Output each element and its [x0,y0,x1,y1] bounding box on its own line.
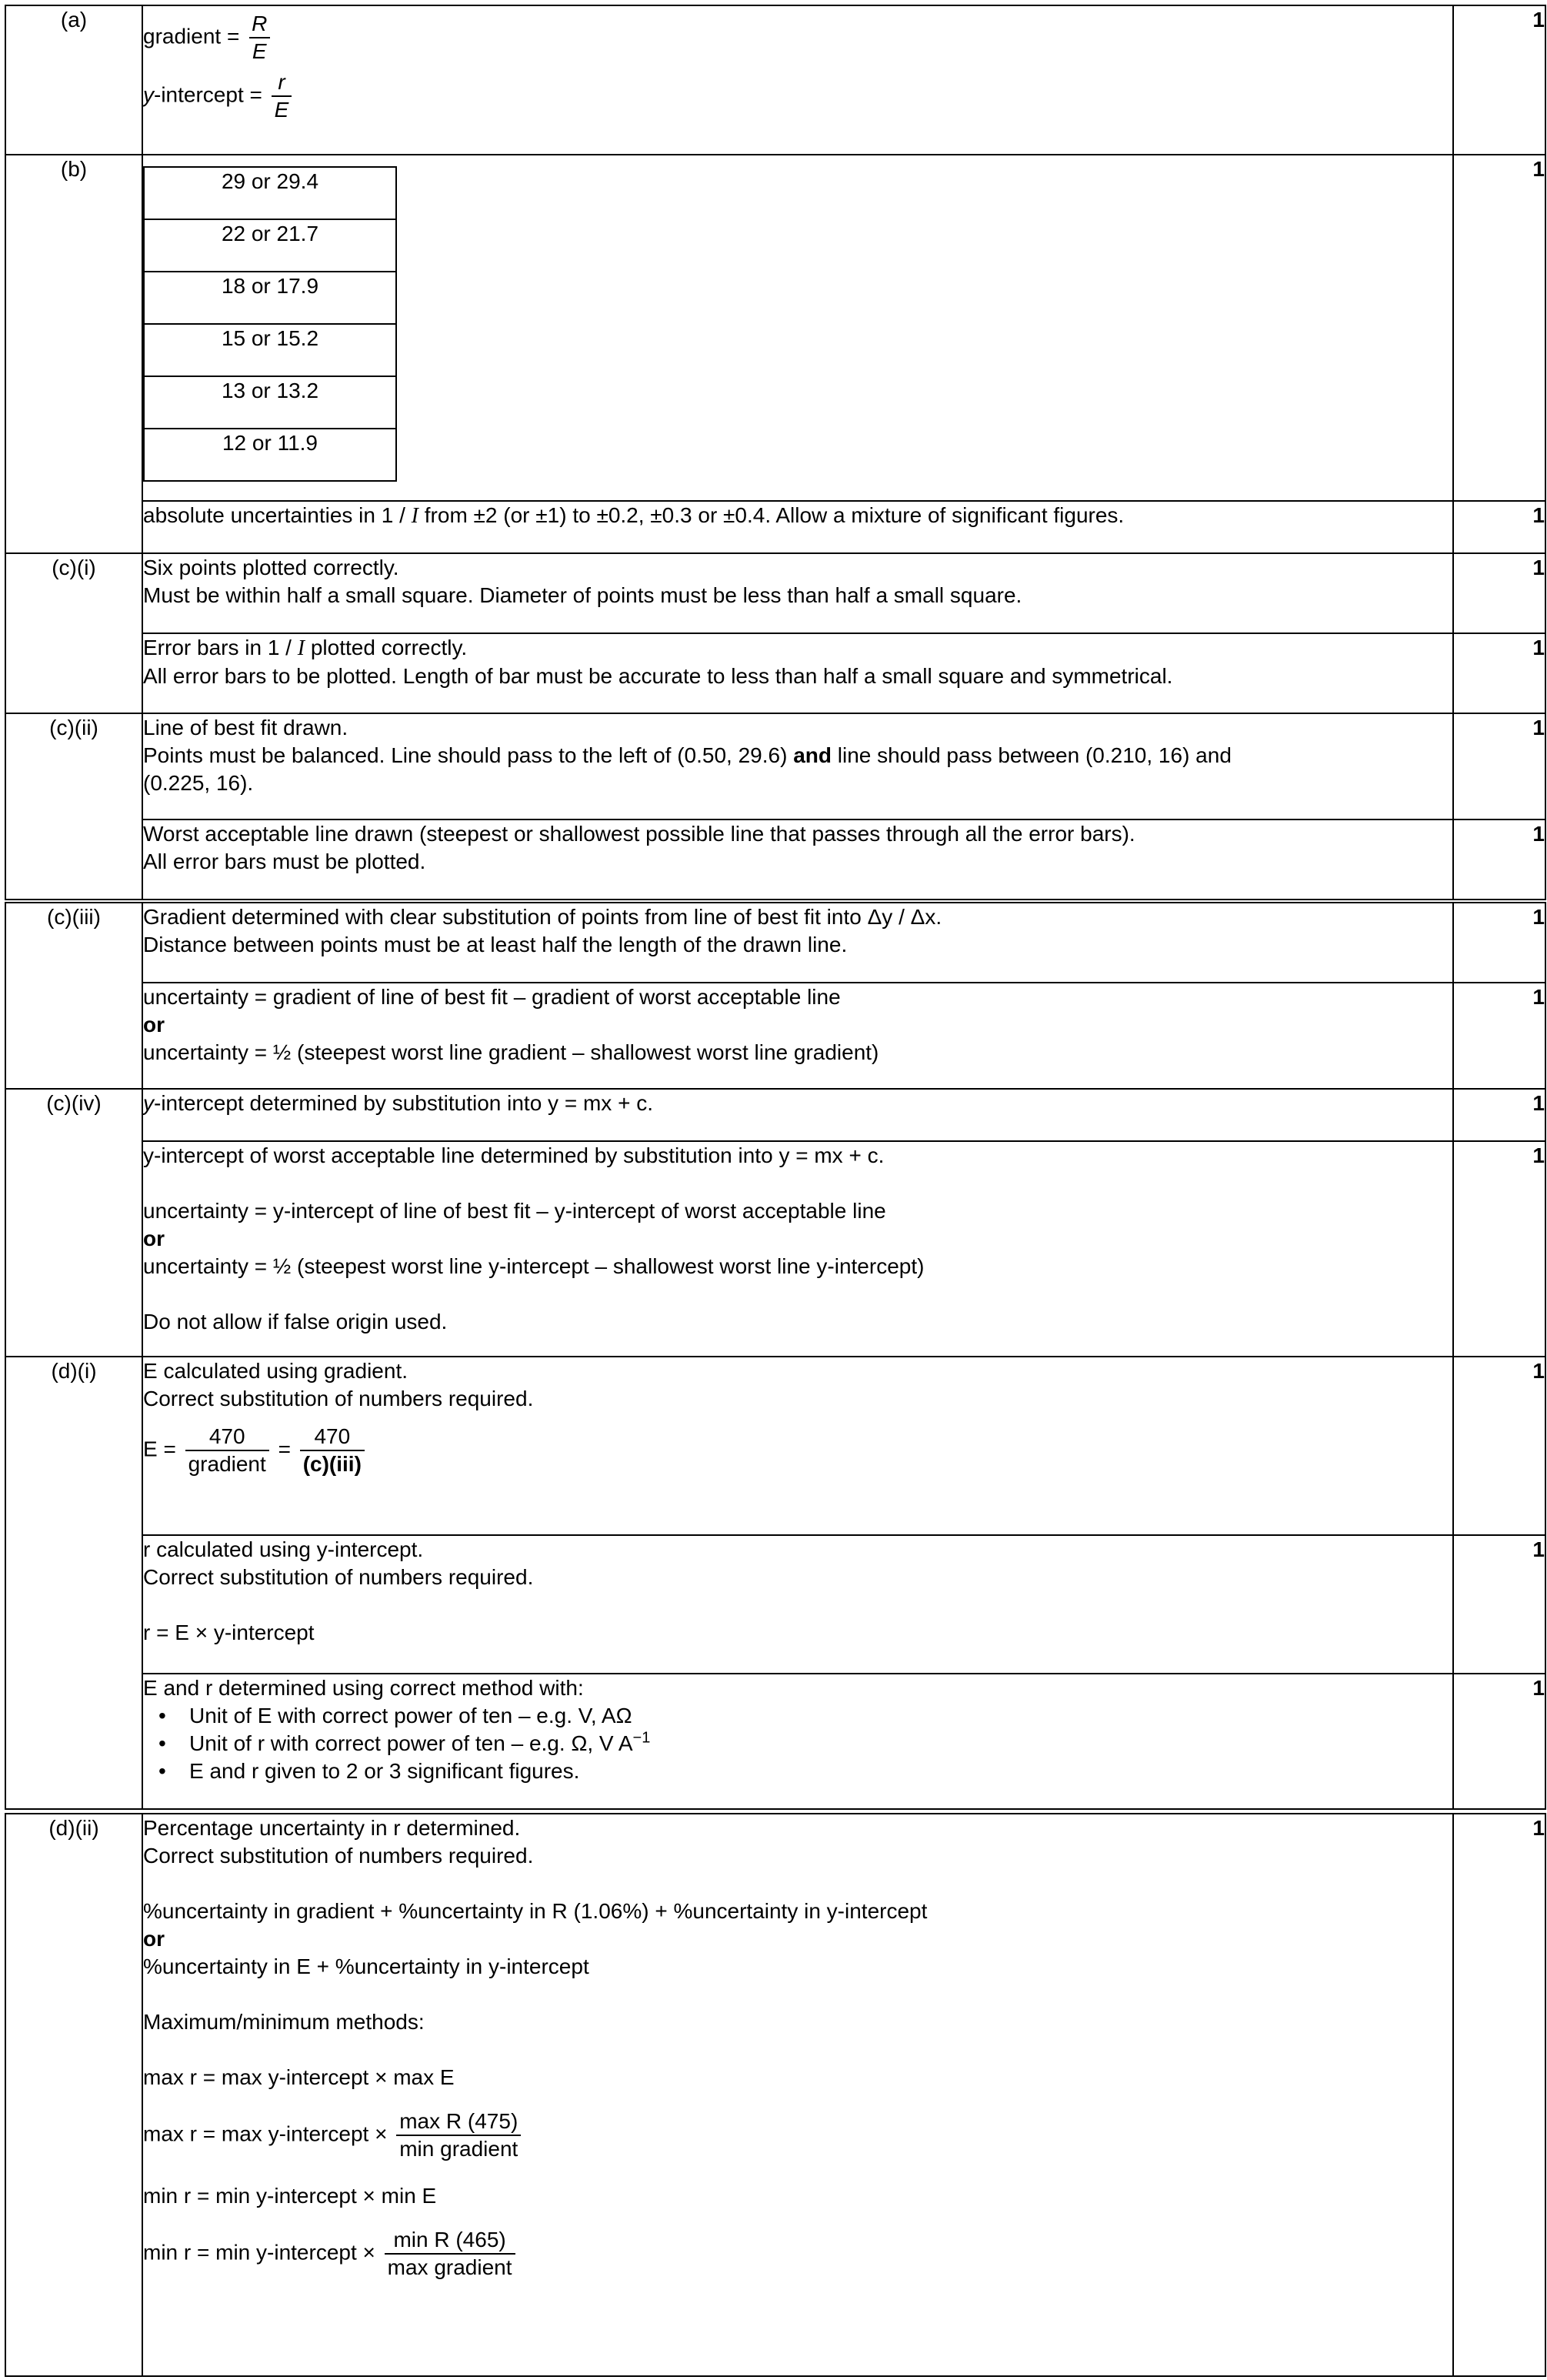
fraction-denominator: E [272,95,292,123]
text: Unit of r with correct power of ten – e.g. Ω, V A [189,1731,633,1755]
y-intercept-fraction [272,69,292,123]
row-civ-2 [5,1141,1545,1357]
text: Correct substitution of numbers required. [143,1844,534,1868]
text: r = E × y-intercept [143,1621,315,1644]
text: Correct substitution of numbers required. [143,1387,534,1410]
mark: 1 [1453,903,1545,983]
mark: 1 [1453,501,1545,553]
question-label: (c)(iii) [5,903,142,1089]
fraction-numerator: 470 [208,1424,245,1448]
value-cell: 15 or 15.2 [144,324,396,376]
row-di-3 [5,1674,1545,1809]
y-symbol: y [143,1091,154,1115]
answer-cell [142,983,1453,1089]
text: E = [143,1437,176,1461]
mark: 1 [1453,1814,1545,2376]
answer-cell [142,1357,1453,1535]
fraction-numerator: R [252,12,268,35]
text: or [143,1013,165,1036]
equation: max r = max y-intercept × max E [143,2065,455,2089]
text: uncertainty = ½ (steepest worst line y-intercept – shallowest worst line y-intercept) [143,1254,925,1278]
text: All error bars to be plotted. Length of bar must be accurate to less than half a small square and symmetrical. [143,664,1173,688]
fraction-numerator: r [278,70,285,94]
text: or [143,1227,165,1250]
row-cii-1 [5,713,1545,819]
fraction [300,1424,365,1477]
mark-scheme-table-1 [5,5,1546,900]
fraction-denominator: E [249,37,270,65]
fraction-numerator: 470 [314,1424,351,1448]
answer-cell [142,1089,1453,1141]
row-a [5,5,1545,155]
gradient-equation [143,11,1452,65]
question-label: (c)(i) [5,553,142,713]
text: Worst acceptable line drawn (steepest or shallowest possible line that passes through all the error bars). [143,822,1135,846]
mark: 1 [1453,713,1545,819]
question-label: (c)(ii) [5,713,142,900]
mark: 1 [1453,819,1545,900]
value-cell: 12 or 11.9 [144,429,396,481]
row-ciii-2 [5,983,1545,1089]
question-label: (a) [5,5,142,155]
text: uncertainty = ½ (steepest worst line gradient – shallowest worst line gradient) [143,1040,879,1064]
text: uncertainty = gradient of line of best fit – gradient of worst acceptable line [143,985,841,1009]
fraction-denominator: max gradient [385,2253,515,2281]
text: Six points plotted correctly. [143,556,399,579]
fraction [396,2108,521,2162]
y-intercept-equation [143,69,1452,123]
text: Must be within half a small square. Diameter of points must be less than half a small square. [143,583,1022,607]
text: or [143,1927,165,1951]
fraction [385,2227,515,2281]
answer-cell [142,501,1453,553]
value-cell: 22 or 21.7 [144,219,396,272]
fraction-numerator: min R (465) [393,2228,506,2251]
mark: 1 [1453,5,1545,155]
current-symbol: I [411,504,418,528]
text: Error bars in 1 / [143,636,298,659]
criteria-list [143,1702,1452,1785]
text: Unit of E with correct power of ten – e.g. V, AΩ [189,1704,632,1727]
answer-cell [142,553,1453,633]
current-symbol: I [297,636,305,660]
text: Percentage uncertainty in r determined. [143,1816,521,1840]
text: (0.225, 16). [143,771,254,795]
text: line should pass between (0.210, 16) and [831,743,1232,767]
mark: 1 [1453,983,1545,1089]
fraction-denominator: gradient [185,1450,269,1477]
text: Gradient determined with clear substitution of points from line of best fit into Δy / Δx. [143,905,942,929]
list-item [166,1730,1452,1757]
question-label: (d)(ii) [5,1814,142,2376]
text: Do not allow if false origin used. [143,1310,448,1334]
mark: 1 [1453,633,1545,713]
row-b-uncertainty [5,501,1545,553]
text: Line of best fit drawn. [143,716,348,739]
mark: 1 [1453,155,1545,501]
answer-cell [142,1535,1453,1674]
text: max r = max y-intercept × [143,2121,388,2146]
row-ci-2 [5,633,1545,713]
gradient-label: gradient = [143,24,240,48]
mark: 1 [1453,1141,1545,1357]
fraction-denominator: min gradient [396,2135,521,2162]
text: Maximum/minimum methods: [143,2010,425,2034]
text: and [793,743,832,767]
answer-cell [142,1814,1453,2376]
value-cell: 13 or 13.2 [144,376,396,429]
text: All error bars must be plotted. [143,850,426,873]
answer-cell [142,903,1453,983]
row-ci-1 [5,553,1545,633]
fraction [185,1424,269,1477]
answer-cell [142,1141,1453,1357]
question-label: (c)(iv) [5,1089,142,1357]
text: absolute uncertainties in 1 / [143,503,412,527]
row-b-values [5,155,1545,501]
text: from ±2 (or ±1) to ±0.2, ±0.3 or ±0.4. Allow a mixture of significant figures. [418,503,1125,527]
text: %uncertainty in E + %uncertainty in y-intercept [143,1954,589,1978]
value-cell: 18 or 17.9 [144,272,396,324]
text: E and r determined using correct method with: [143,1676,584,1700]
text: Points must be balanced. Line should pass to the left of (0.50, 29.6) [143,743,794,767]
text: uncertainty = y-intercept of line of best fit – y-intercept of worst acceptable line [143,1199,886,1223]
text: E and r given to 2 or 3 significant figures. [189,1759,580,1783]
answer-cell [142,155,1453,501]
row-di-2 [5,1535,1545,1674]
list-item [166,1702,1452,1730]
fraction-denominator: (c)(iii) [300,1450,365,1477]
equation [143,2227,1452,2281]
gradient-fraction [248,11,270,65]
equation [143,2108,1452,2162]
values-table [143,166,397,482]
row-dii [5,1814,1545,2376]
answer-cell [142,1674,1453,1809]
row-ciii-1 [5,903,1545,983]
mark-scheme-table-2 [5,902,1546,1810]
text: r calculated using y-intercept. [143,1537,424,1561]
question-label: (d)(i) [5,1357,142,1809]
text: E calculated using gradient. [143,1359,408,1383]
answer-cell [142,633,1453,713]
value-cell: 29 or 29.4 [144,167,396,219]
mark: 1 [1453,1357,1545,1535]
mark: 1 [1453,553,1545,633]
mark-scheme-table-3 [5,1813,1546,2377]
fraction-numerator: max R (475) [399,2109,518,2133]
mark: 1 [1453,1535,1545,1674]
text: y-intercept determined by substitution into y = mx + c. [143,1091,653,1115]
mark: 1 [1453,1674,1545,1809]
row-cii-2 [5,819,1545,900]
text: plotted correctly. [305,636,468,659]
row-civ-1 [5,1089,1545,1141]
superscript: −1 [632,1729,651,1747]
row-di-1 [5,1357,1545,1535]
answer-cell [142,819,1453,900]
list-item [166,1757,1452,1785]
answer-cell [142,5,1453,155]
text: min r = min y-intercept × [143,2240,375,2265]
text: Correct substitution of numbers required. [143,1565,534,1589]
e-equation: E = $\frac{470}{\text{gradient}}$ = $\frac{470}{\text{(c)(iii)}}$ [143,1424,1452,1477]
text: y-intercept of worst acceptable line determined by substitution into y = mx + c. [143,1143,885,1167]
question-label: (b) [5,155,142,553]
equation: min r = min y-intercept × min E [143,2184,437,2208]
answer-cell [142,713,1453,819]
mark: 1 [1453,1089,1545,1141]
y-symbol: y [143,82,154,107]
y-intercept-label: -intercept = [154,82,262,107]
text: Distance between points must be at least half the length of the drawn line. [143,933,848,956]
text: %uncertainty in gradient + %uncertainty in R (1.06%) + %uncertainty in y-intercept [143,1899,928,1923]
